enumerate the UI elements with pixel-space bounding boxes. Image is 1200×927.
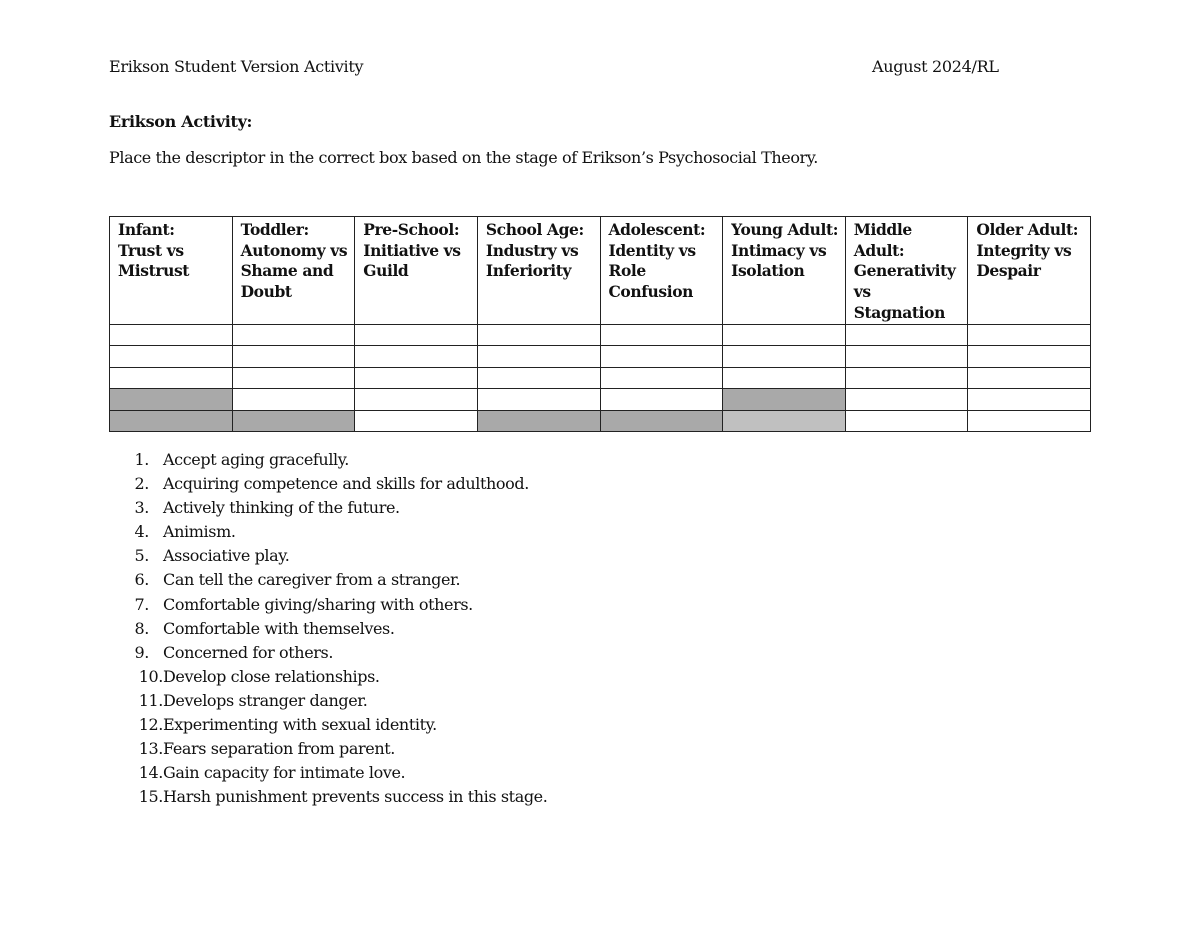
answer-row <box>110 389 1091 411</box>
descriptor-number: 7. <box>134 594 149 614</box>
stage-header-line: Adult: <box>853 240 905 260</box>
descriptor-item <box>109 496 547 520</box>
answer-cell[interactable] <box>477 346 600 368</box>
descriptor-item <box>109 568 547 592</box>
descriptor-item <box>109 544 547 568</box>
descriptor-number: 10. <box>138 666 163 686</box>
descriptor-number: 5. <box>134 546 149 566</box>
descriptor-text: Experimenting with sexual identity. <box>163 715 437 735</box>
descriptor-text: Associative play. <box>163 546 290 566</box>
answer-cell[interactable] <box>110 367 233 389</box>
answer-row <box>110 367 1091 389</box>
answer-cell[interactable] <box>723 346 846 368</box>
descriptor-item <box>109 665 547 689</box>
descriptor-item <box>109 785 547 809</box>
descriptor-number: 6. <box>134 570 149 590</box>
answer-cell[interactable] <box>600 367 723 389</box>
answer-cell[interactable] <box>232 346 355 368</box>
answer-cell[interactable] <box>477 367 600 389</box>
descriptor-text: Develop close relationships. <box>163 666 380 686</box>
answer-cell[interactable] <box>355 410 478 432</box>
descriptor-text: Actively thinking of the future. <box>163 498 400 518</box>
answer-cell[interactable] <box>355 324 478 346</box>
stage-header-line: Autonomy vs <box>240 240 348 260</box>
answer-cell[interactable] <box>968 346 1091 368</box>
descriptor-item <box>109 472 547 496</box>
answer-cell[interactable] <box>355 346 478 368</box>
answer-cell[interactable] <box>968 324 1091 346</box>
stage-header-8 <box>968 217 1091 325</box>
stage-header-line: Doubt <box>240 282 292 302</box>
descriptor-number: 8. <box>134 618 149 638</box>
stage-header-line: Adolescent: <box>608 220 706 239</box>
descriptor-number: 2. <box>134 474 149 494</box>
descriptor-number: 1. <box>134 450 149 469</box>
answer-cell[interactable] <box>968 410 1091 432</box>
stage-header-line: Confusion <box>608 282 694 302</box>
stage-header-line: Middle <box>853 220 912 239</box>
descriptor-number: 14. <box>138 763 163 783</box>
descriptor-text: Fears separation from parent. <box>163 739 395 759</box>
descriptor-text: Develops stranger danger. <box>163 690 368 710</box>
answer-cell[interactable] <box>477 324 600 346</box>
answer-cell[interactable] <box>477 389 600 411</box>
stage-header-line: Integrity vs <box>976 240 1072 260</box>
stage-header-line: Older Adult: <box>976 220 1079 239</box>
descriptor-text: Accept aging gracefully. <box>163 450 349 469</box>
descriptor-number: 11. <box>138 690 163 710</box>
answer-cell-shaded <box>232 410 355 432</box>
answer-cell-shaded <box>477 410 600 432</box>
stage-header-6 <box>723 217 846 325</box>
descriptor-number: 13. <box>138 739 163 759</box>
answer-row <box>110 346 1091 368</box>
answer-cell[interactable] <box>110 324 233 346</box>
answer-cell[interactable] <box>723 324 846 346</box>
stage-header-line: Inferiority <box>485 261 572 281</box>
header-date-initials: August 2024/RL <box>872 57 999 76</box>
stage-header-line: Identity vs <box>608 240 696 260</box>
stage-header-3 <box>355 217 478 325</box>
descriptor-item <box>109 641 547 665</box>
stage-header-1 <box>110 217 233 325</box>
descriptor-text: Comfortable with themselves. <box>163 618 395 638</box>
stage-header-7 <box>845 217 968 325</box>
answer-cell[interactable] <box>232 389 355 411</box>
stage-header-line: Industry vs <box>485 240 579 260</box>
descriptor-number: 4. <box>134 522 149 542</box>
stage-header-line: Generativity <box>853 261 956 281</box>
erikson-stages-table <box>109 216 1091 432</box>
descriptor-number: 12. <box>138 715 163 735</box>
descriptor-item <box>109 761 547 785</box>
answer-cell[interactable] <box>968 389 1091 411</box>
stage-header-line: Despair <box>976 261 1041 281</box>
answer-row <box>110 410 1091 432</box>
activity-instruction: Place the descriptor in the correct box based on the stage of Erikson’s Psychosocial Theory. <box>109 148 818 167</box>
stage-header-line: Young Adult: <box>731 220 839 239</box>
answer-cell[interactable] <box>845 324 968 346</box>
descriptor-item <box>109 520 547 544</box>
header-document-name: Erikson Student Version Activity <box>109 57 364 76</box>
descriptor-text: Can tell the caregiver from a stranger. <box>163 570 461 590</box>
descriptor-list <box>109 448 547 809</box>
stage-header-line: School Age: <box>485 220 584 239</box>
answer-cell[interactable] <box>355 367 478 389</box>
stage-header-2 <box>232 217 355 325</box>
stage-header-line: Trust vs <box>118 240 184 260</box>
answer-cell[interactable] <box>845 367 968 389</box>
answer-cell[interactable] <box>845 346 968 368</box>
stage-header-line: Initiative vs <box>363 240 461 260</box>
descriptor-text: Comfortable giving/sharing with others. <box>163 594 473 614</box>
stage-header-line: Mistrust <box>118 261 190 281</box>
answer-cell-shaded <box>723 389 846 411</box>
answer-cell[interactable] <box>845 389 968 411</box>
answer-cell[interactable] <box>110 346 233 368</box>
answer-cell-shaded <box>600 410 723 432</box>
descriptor-text: Concerned for others. <box>163 642 334 662</box>
descriptor-text: Animism. <box>163 522 236 542</box>
stage-header-line: Pre-School: <box>363 220 460 239</box>
answer-cell-shaded <box>110 389 233 411</box>
stage-header-line: Infant: <box>118 220 175 239</box>
stage-header-line: Shame and <box>240 261 334 281</box>
stage-header-4 <box>477 217 600 325</box>
answer-cell[interactable] <box>723 367 846 389</box>
stage-header-line: Role <box>608 261 646 281</box>
descriptor-text: Gain capacity for intimate love. <box>163 763 406 783</box>
descriptor-number: 15. <box>138 787 163 807</box>
descriptor-item <box>109 617 547 641</box>
descriptor-item <box>109 689 547 713</box>
activity-title: Erikson Activity: <box>109 112 253 131</box>
descriptor-item <box>109 448 547 472</box>
answer-cell-shaded <box>110 410 233 432</box>
answer-cell[interactable] <box>600 346 723 368</box>
stage-header-5 <box>600 217 723 325</box>
answer-row <box>110 324 1091 346</box>
stage-header-line: Guild <box>363 261 409 281</box>
answer-cell[interactable] <box>355 389 478 411</box>
answer-cell[interactable] <box>600 324 723 346</box>
answer-cell[interactable] <box>845 410 968 432</box>
descriptor-item <box>109 737 547 761</box>
answer-cell[interactable] <box>232 324 355 346</box>
descriptor-item <box>109 593 547 617</box>
stage-header-line: Toddler: <box>240 220 309 239</box>
stage-header-line: Intimacy vs <box>731 240 827 260</box>
descriptor-item <box>109 713 547 737</box>
answer-cell-shaded <box>723 410 846 432</box>
descriptor-text: Harsh punishment prevents success in this stage. <box>163 787 548 807</box>
answer-cell[interactable] <box>600 389 723 411</box>
descriptor-number: 9. <box>134 642 149 662</box>
stage-header-line: vs Stagnation <box>853 282 945 322</box>
descriptor-text: Acquiring competence and skills for adulthood. <box>163 474 529 494</box>
stage-header-line: Isolation <box>731 261 805 281</box>
answer-cell[interactable] <box>232 367 355 389</box>
answer-cell[interactable] <box>968 367 1091 389</box>
descriptor-number: 3. <box>134 498 149 518</box>
stage-header-row <box>110 217 1091 325</box>
